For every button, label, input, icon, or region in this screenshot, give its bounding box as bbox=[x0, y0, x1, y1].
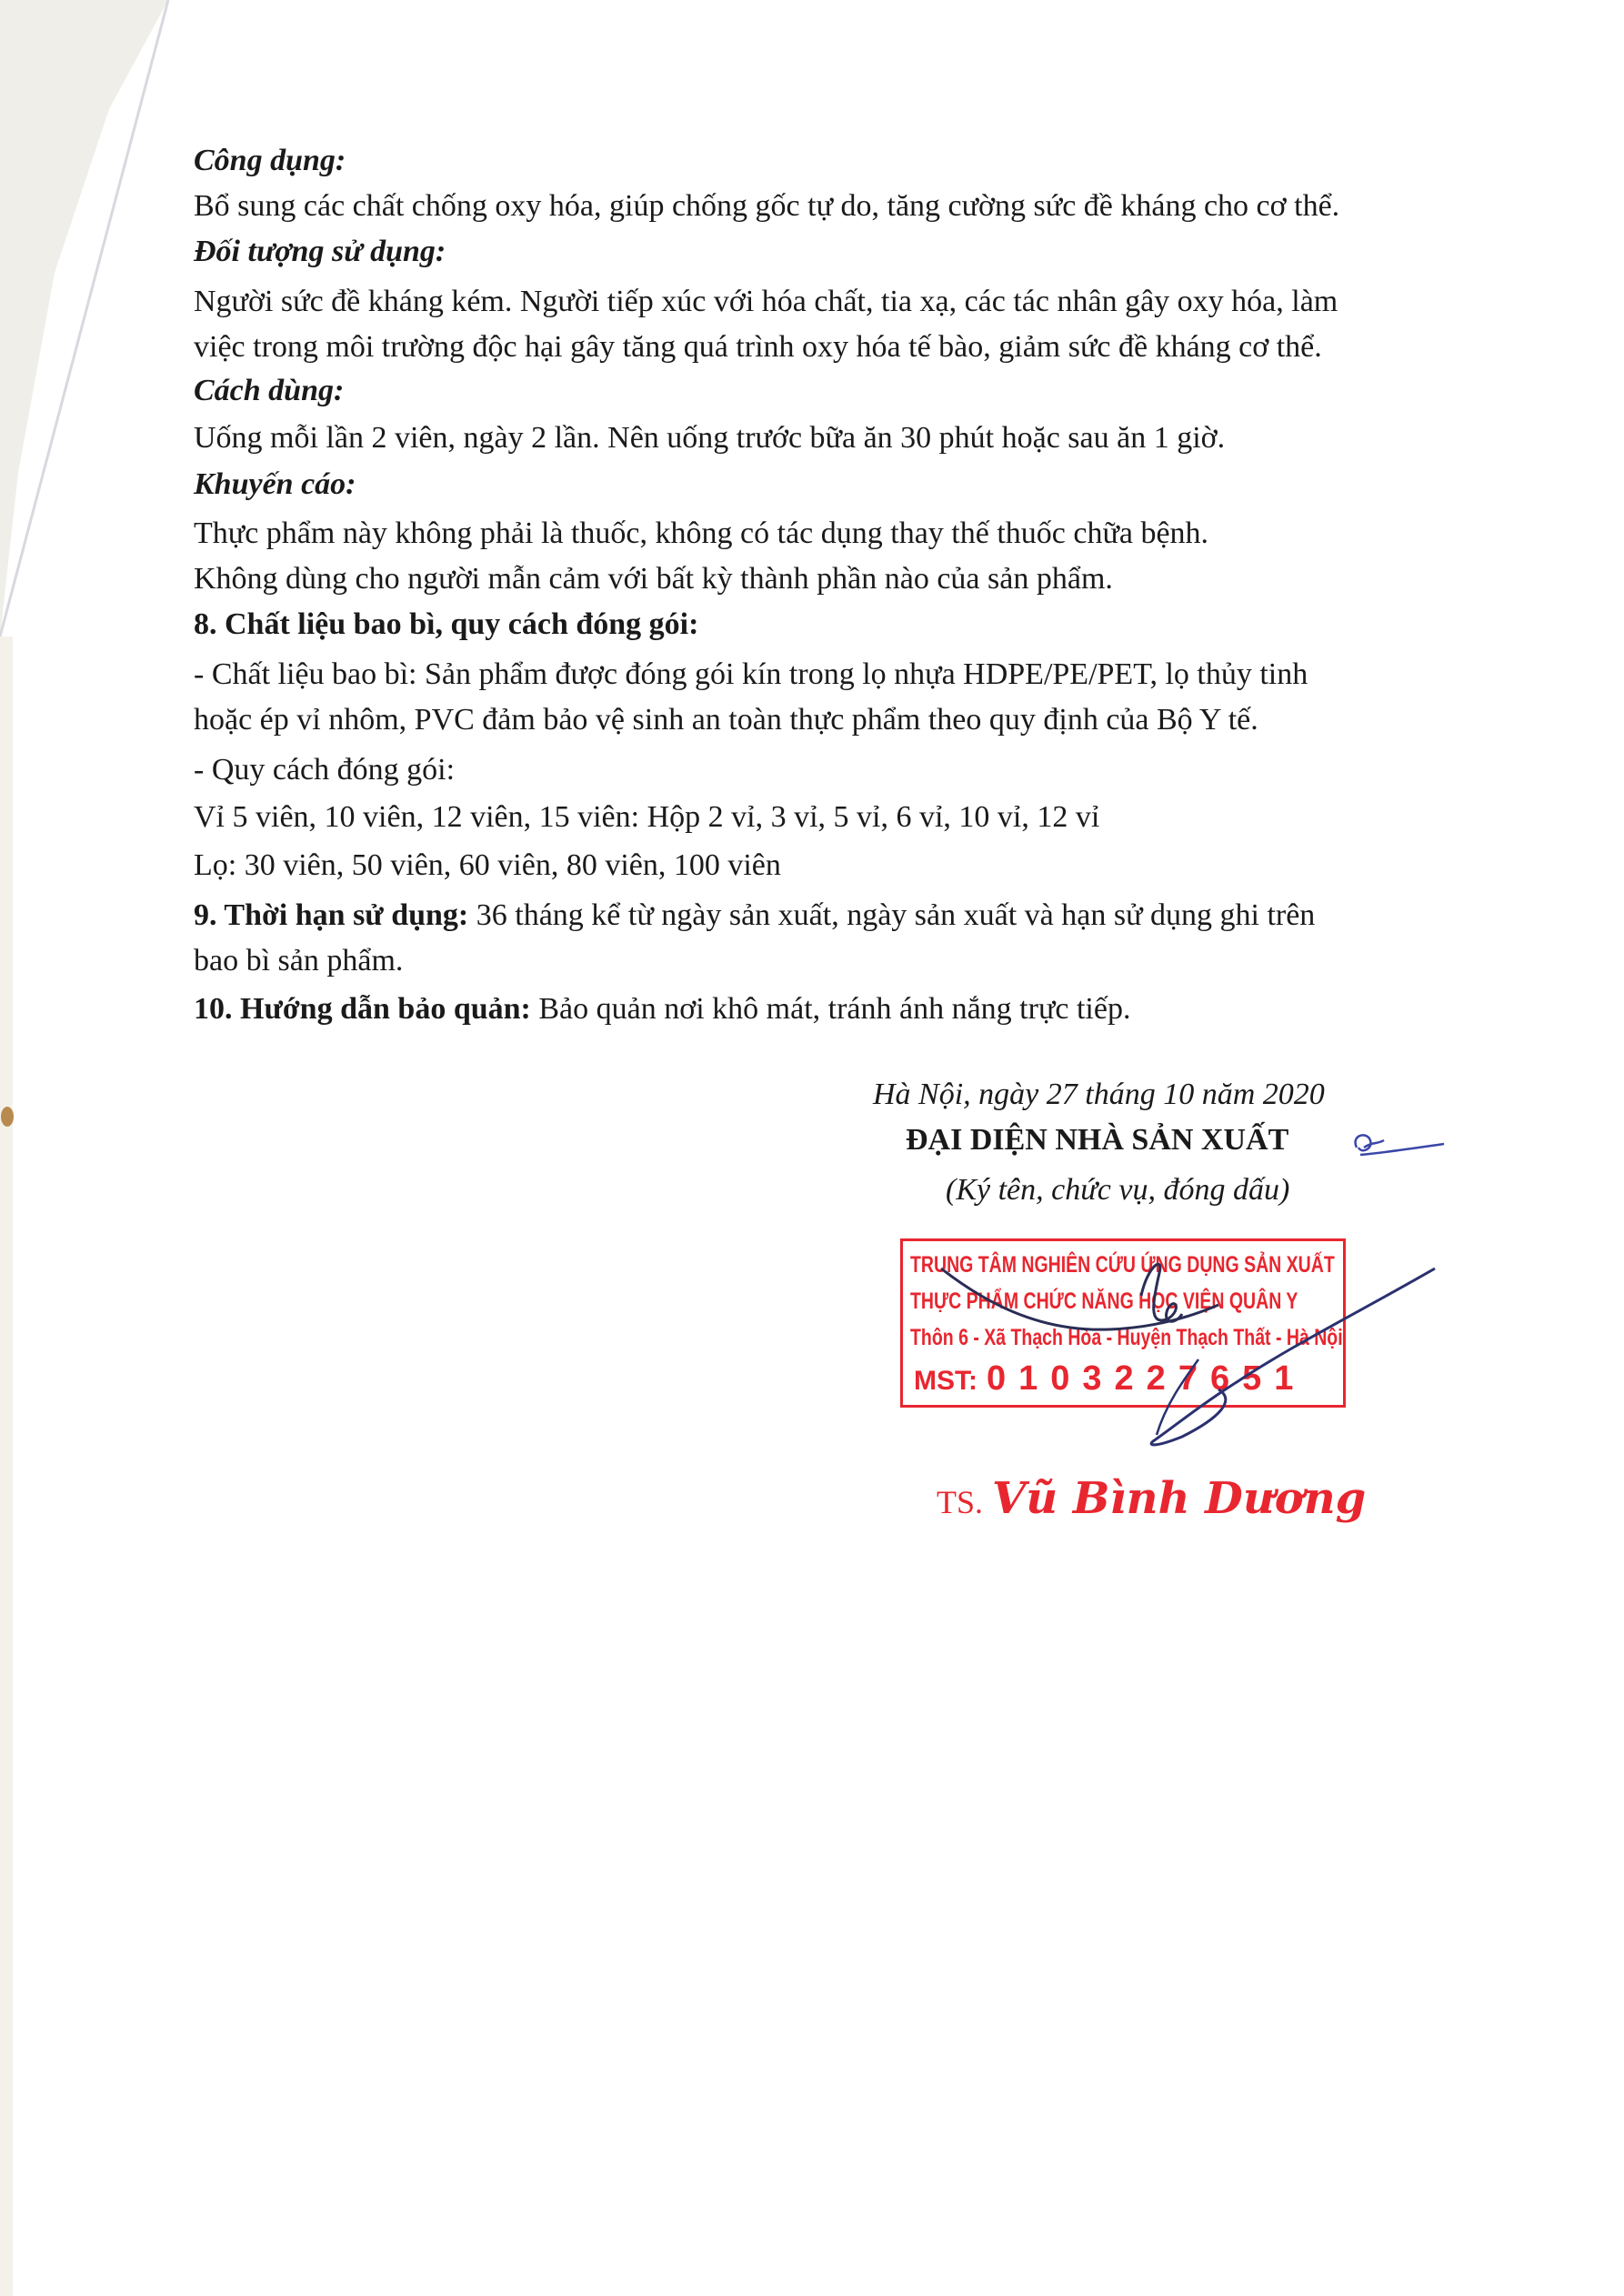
text-s8-5: Lọ: 30 viên, 50 viên, 60 viên, 80 viên, 100 viên bbox=[194, 848, 781, 882]
signature-title: ĐẠI DIỆN NHÀ SẢN XUẤT bbox=[906, 1123, 1289, 1157]
stamp-line-1: TRUNG TÂM NGHIÊN CỨU ỨNG DỤNG SẢN XUẤT bbox=[910, 1252, 1335, 1278]
text-cach-dung: Uống mỗi lần 2 viên, ngày 2 lần. Nên uống trước bữa ăn 30 phút hoặc sau ăn 1 giờ. bbox=[194, 421, 1226, 455]
section-9 bbox=[194, 900, 1315, 931]
text-khuyen-cao-2: Không dùng cho người mẫn cảm với bất kỳ thành phần nào của sản phẩm. bbox=[194, 562, 1113, 596]
text-s9: 36 tháng kể từ ngày sản xuất, ngày sản xuất và hạn sử dụng ghi trên bbox=[468, 898, 1316, 932]
signer-name-stamp bbox=[937, 1473, 1366, 1524]
text-cong-dung: Bổ sung các chất chống oxy hóa, giúp chống gốc tự do, tăng cường sức đề kháng cho cơ thể. bbox=[194, 189, 1340, 223]
text-s8-2: hoặc ép vỉ nhôm, PVC đảm bảo vệ sinh an toàn thực phẩm theo quy định của Bộ Y tế. bbox=[194, 703, 1258, 737]
text-khuyen-cao-1: Thực phẩm này không phải là thuốc, không có tác dụng thay thế thuốc chữa bệnh. bbox=[194, 516, 1209, 550]
text-s8-3: - Quy cách đóng gói: bbox=[194, 753, 456, 787]
signer-name: Vũ Bình Dương bbox=[992, 1473, 1367, 1524]
text-doi-tuong-1: Người sức đề kháng kém. Người tiếp xúc với hóa chất, tia xạ, các tác nhân gây oxy hóa, làm bbox=[194, 285, 1338, 318]
signature-note: (Ký tên, chức vụ, đóng dấu) bbox=[946, 1173, 1290, 1207]
text-s8-4: Vỉ 5 viên, 10 viên, 12 viên, 15 viên: Hộp 2 vỉ, 3 vỉ, 5 vỉ, 6 vỉ, 10 vỉ, 12 vỉ bbox=[194, 800, 1100, 834]
stamp-line-3: Thôn 6 - Xã Thạch Hòa - Huyện Thạch Thất - Hà Nội bbox=[910, 1325, 1343, 1350]
stamp-line-2: THỰC PHẨM CHỨC NĂNG HỌC VIỆN QUÂN Y bbox=[910, 1288, 1298, 1314]
heading-cong-dung: Công dụng: bbox=[194, 144, 346, 177]
heading-cach-dung: Cách dùng: bbox=[194, 374, 345, 407]
heading-khuyen-cao: Khuyến cáo: bbox=[194, 467, 356, 501]
stain-mark bbox=[1, 1107, 14, 1127]
stamp-mst-label: MST: bbox=[914, 1366, 977, 1396]
label-section-9: 9. Thời hạn sử dụng: bbox=[194, 898, 469, 932]
section-10 bbox=[194, 994, 1130, 1025]
heading-doi-tuong: Đối tượng sử dụng: bbox=[194, 235, 446, 268]
signature-date: Hà Nội, ngày 27 tháng 10 năm 2020 bbox=[873, 1078, 1325, 1111]
text-s10: Bảo quản nơi khô mát, tránh ánh nắng trực tiếp. bbox=[530, 992, 1131, 1026]
text-doi-tuong-2: việc trong môi trường độc hại gây tăng quá trình oxy hóa tế bào, giảm sức đề kháng cơ thể. bbox=[194, 330, 1322, 364]
text-s9-cont: bao bì sản phẩm. bbox=[194, 944, 404, 978]
stamp-tax-code bbox=[914, 1359, 1306, 1399]
heading-section-8: 8. Chất liệu bao bì, quy cách đóng gói: bbox=[194, 607, 699, 641]
label-section-10: 10. Hướng dẫn bảo quản: bbox=[194, 992, 531, 1026]
company-stamp bbox=[900, 1238, 1346, 1408]
stamp-mst-number: 0103227651 bbox=[987, 1359, 1307, 1398]
signer-prefix: TS. bbox=[937, 1484, 984, 1520]
text-s8-1: - Chất liệu bao bì: Sản phẩm được đóng gói kín trong lọ nhựa HDPE/PE/PET, lọ thủy tinh bbox=[194, 657, 1308, 691]
